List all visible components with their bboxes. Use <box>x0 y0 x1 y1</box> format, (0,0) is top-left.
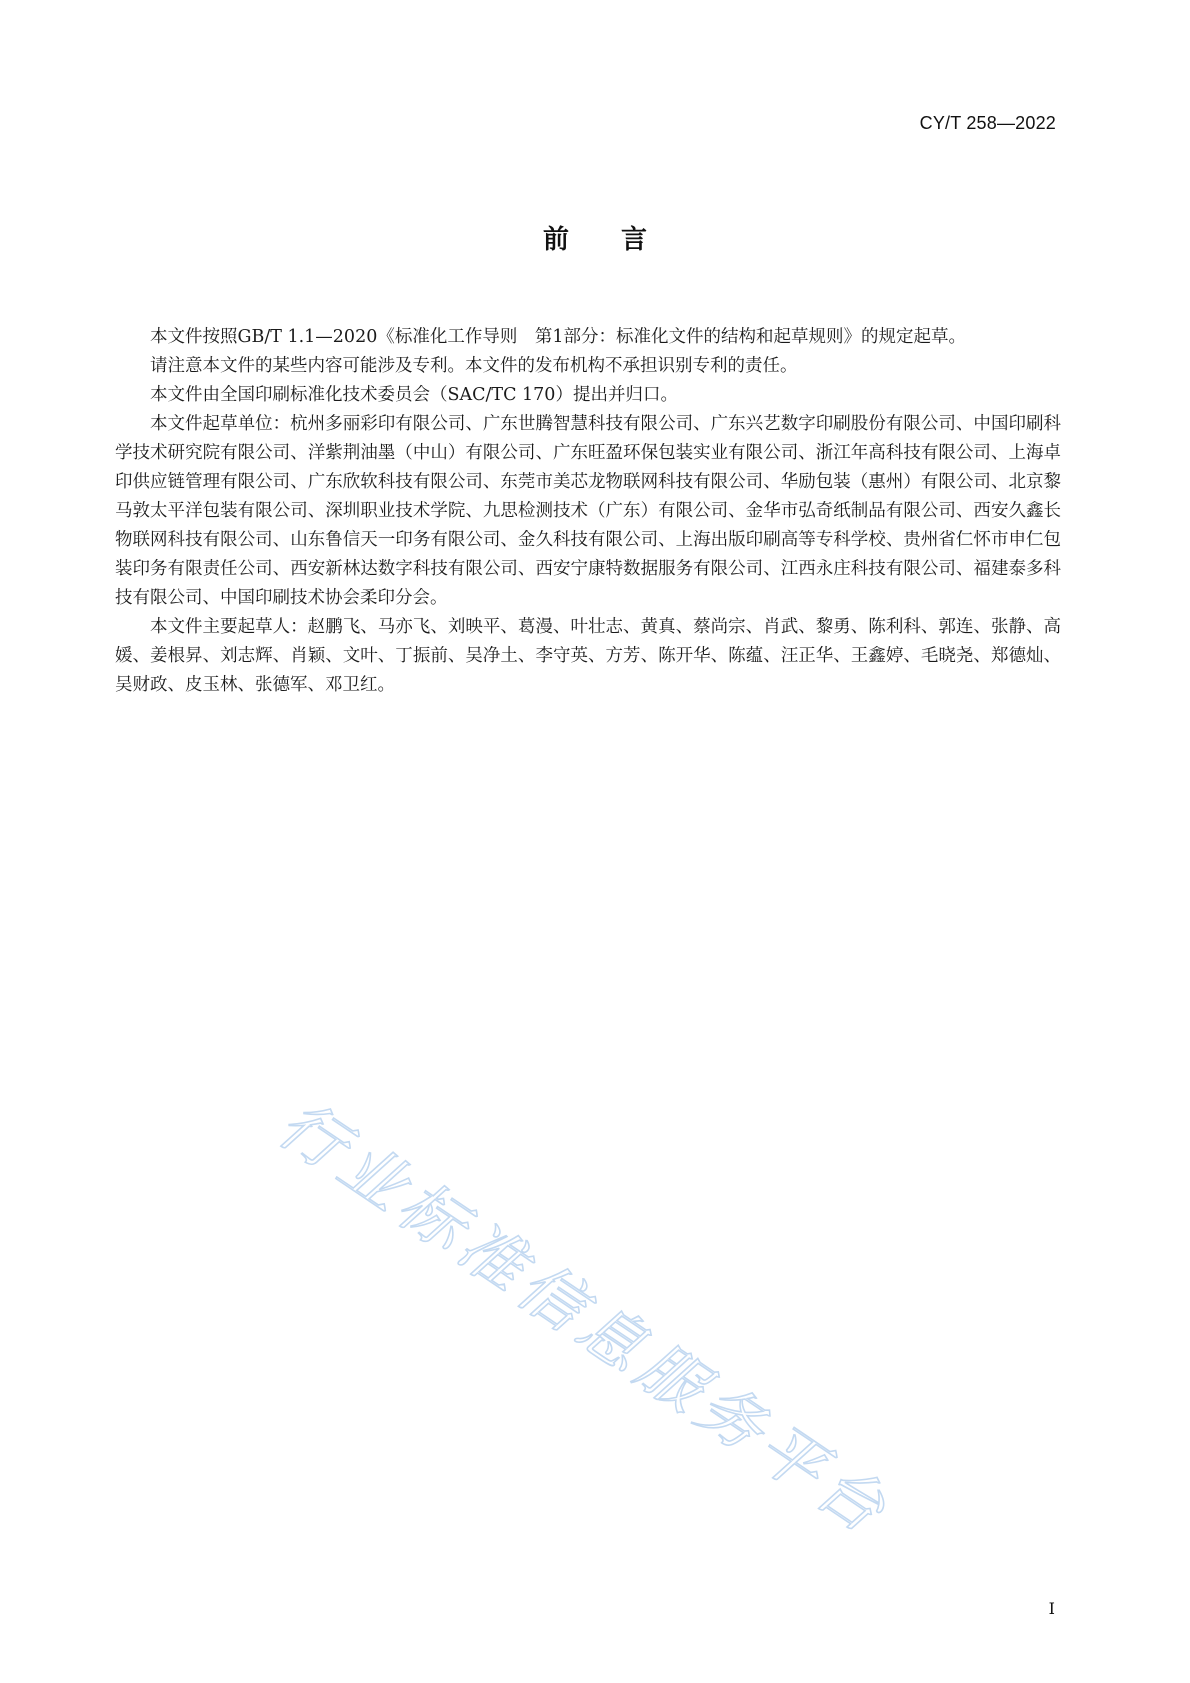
standard-code: CY/T 258—2022 <box>919 113 1056 133</box>
page-number: I <box>1048 1599 1055 1618</box>
paragraph-drafting-basis: 本文件按照GB/T 1.1—2020《标准化工作导则 第1部分：标准化文件的结构和起草规则》的规定起草。 <box>150 327 966 347</box>
paragraph-drafters: 本文件主要起草人：赵鹏飞、马亦飞、刘映平、葛漫、叶壮志、黄真、蔡尚宗、肖武、黎勇、陈利科、郭连、张静、高媛、姜根昇、刘志辉、肖颖、文叶、丁振前、吴净土、李守英、方芳、陈开华、陈蕴、汪正华、王鑫婷、毛晓尧、郑德灿、吴财政、皮玉林、张德军、邓卫红。 <box>115 617 1061 695</box>
paragraph-proposer: 本文件由全国印刷标准化技术委员会（SAC/TC 170）提出并归口。 <box>150 385 678 405</box>
watermark: 行业标准信息服务平台 <box>265 1087 904 1552</box>
page-title: 前言 <box>542 225 699 255</box>
foreword-body <box>115 323 1061 700</box>
paragraph-drafting-units: 本文件起草单位：杭州多丽彩印有限公司、广东世腾智慧科技有限公司、广东兴艺数字印刷股份有限公司、中国印刷科学技术研究院有限公司、洋紫荆油墨（中山）有限公司、广东旺盈环保包装实业有限公司、浙江年高科技有限公司、上海卓印供应链管理有限公司、广东欣软科技有限公司、东莞市美芯龙物联网科技有限公司、华励包装（惠州）有限公司、北京黎马敦太平洋包装有限公司、深圳职业技术学院、九思检测技术（广东）有限公司、金华市弘奇纸制品有限公司、西安久鑫长物联网科技有限公司、山东鲁信天一印务有限公司、金久科技有限公司、上海出版印刷高等专科学校、贵州省仁怀市申仁包装印务有限责任公司、西安新林达数字科技有限公司、西安宁康特数据服务有限公司、江西永庄科技有限公司、福建泰多科技有限公司、中国印刷技术协会柔印分会。 <box>115 414 1061 608</box>
paragraph-patent-notice: 请注意本文件的某些内容可能涉及专利。本文件的发布机构不承担识别专利的责任。 <box>150 356 798 376</box>
